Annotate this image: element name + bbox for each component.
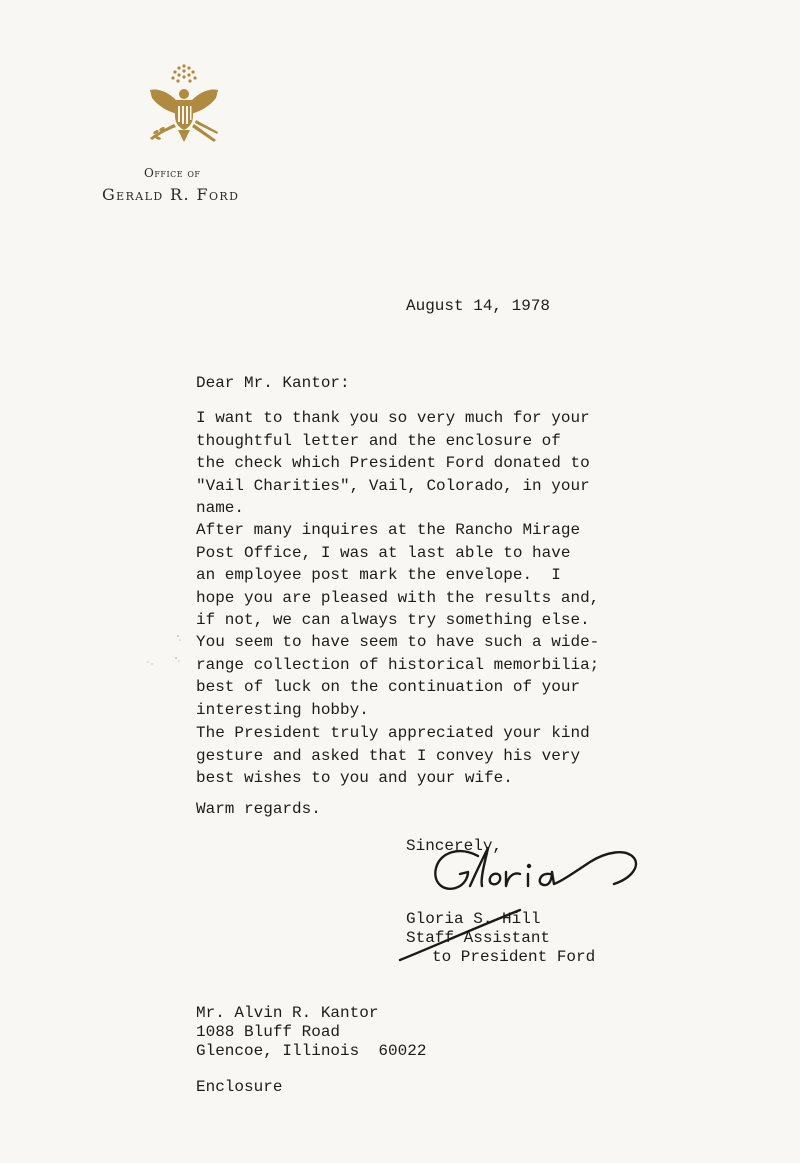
letterhead-name: Gerald R. Ford [102,185,240,204]
salutation: Dear Mr. Kantor: [196,374,350,392]
body-paragraph: After many inquires at the Rancho Mirage Post Office, I was at last able to have an employee post mark the envelope. I hope you are pleased with the results and, if not, we can always try something else. [196,521,600,629]
recipient-name: Mr. Alvin R. Kantor [196,1004,379,1022]
letterhead-office-of: Office of [144,166,201,180]
letter-date: August 14, 1978 [406,297,551,315]
paper-blemish [140,620,190,680]
recipient-city: Glencoe, Illinois 60022 [196,1042,427,1060]
body-paragraph: The President truly appreciated your kind gesture and asked that I convey his very best wishes to you and your wife. [196,724,590,787]
body-paragraph: You seem to have seem to have such a wide- range collection of historical memorbilia; best of luck on the continuation of your interesting hobby. [196,633,600,719]
signer-title-continued: to President Ford [432,948,596,966]
signer-title: Staff Assistant [406,929,551,947]
recipient-street: 1088 Bluff Road [196,1023,341,1041]
body-paragraph: I want to thank you so very much for your thoughtful letter and the enclosure of the check which President Ford donated to "Vail Charities", Vail, Colorado, in your name. [196,409,590,517]
enclosure-note: Enclosure [196,1078,283,1096]
closing: Warm regards. [196,800,321,818]
handwritten-signature [390,838,650,978]
signer-name: Gloria S. Hill [406,910,541,928]
sign-off: Sincerely, [406,837,503,855]
presidential-seal-eagle-icon [138,58,230,150]
